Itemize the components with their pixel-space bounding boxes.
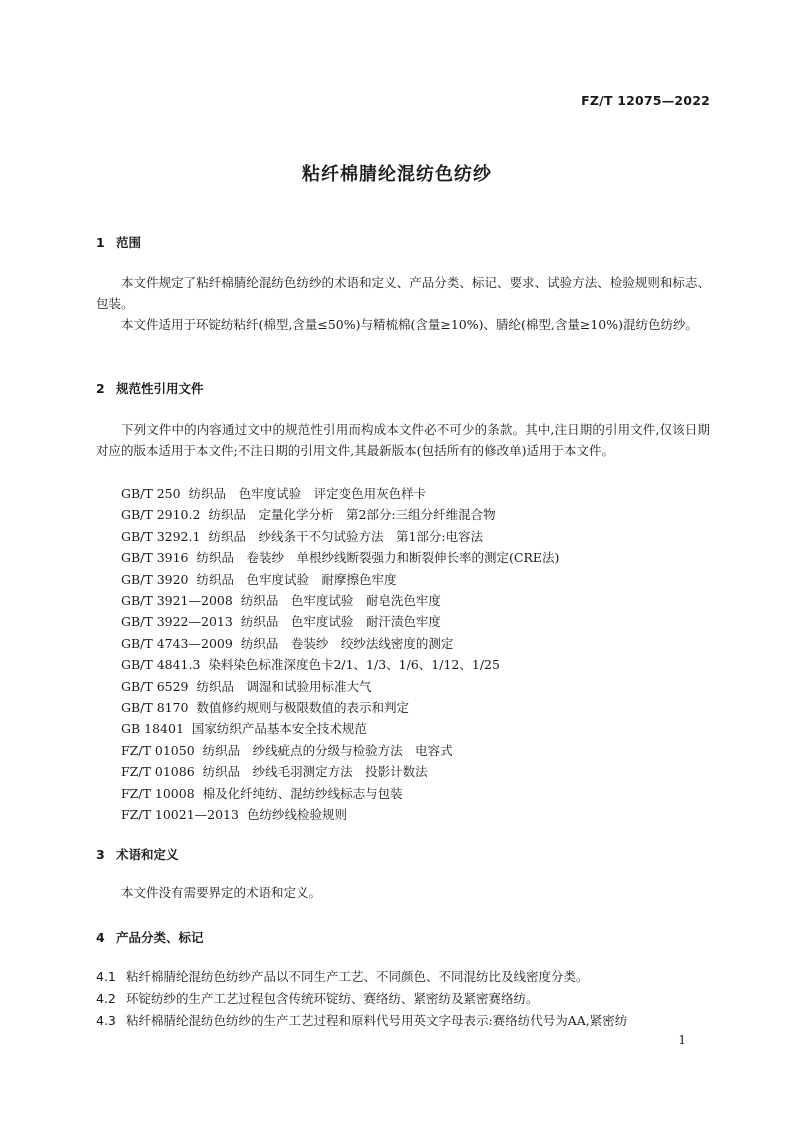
clause-number: 4.1 [96, 969, 116, 984]
reference-title: 数值修约规则与极限数值的表示和判定 [196, 700, 410, 716]
reference-code: FZ/T 10021—2013 [121, 807, 239, 823]
reference-item [121, 483, 559, 504]
reference-code: GB/T 2910.2 [121, 507, 201, 523]
section-number: 1 [96, 235, 105, 250]
reference-title: 纺织品 卷装纱 单根纱线断裂强力和断裂伸长率的测定(CRE法) [196, 550, 560, 566]
reference-title: 色纺纱线检验规则 [246, 807, 347, 823]
reference-code: FZ/T 10008 [121, 785, 195, 801]
section-number: 2 [96, 381, 105, 396]
reference-item [121, 761, 559, 782]
reference-item [121, 504, 559, 525]
section-1-heading [96, 233, 141, 251]
section-number: 3 [96, 847, 105, 862]
section-2-heading [96, 379, 204, 397]
paragraph: 本文件没有需要界定的术语和定义。 [121, 885, 322, 900]
reference-code: FZ/T 01086 [121, 764, 195, 780]
standard-code: FZ/T 12075—2022 [581, 93, 710, 108]
reference-title: 纺织品 纱线条干不匀试验方法 第1部分:电容法 [208, 528, 484, 544]
clause-text: 环锭纺纱的生产工艺过程包含传统环锭纺、赛络纺、紧密纺及紧密赛络纺。 [126, 991, 539, 1006]
reference-title: 纺织品 色牢度试验 耐皂洗色牢度 [240, 593, 441, 609]
clause-number: 4.2 [96, 991, 116, 1006]
reference-item [121, 676, 559, 697]
section-2-intro [96, 419, 710, 461]
reference-code: GB/T 4743—2009 [121, 635, 233, 651]
reference-code: GB/T 3916 [121, 550, 189, 566]
document-title: 粘纤棉腈纶混纺色纺纱 [302, 164, 492, 185]
reference-code: GB 18401 [121, 721, 184, 737]
reference-title: 纺织品 纱线疵点的分级与检验方法 电容式 [202, 742, 453, 758]
reference-item [121, 804, 559, 825]
section-title: 规范性引用文件 [116, 381, 204, 396]
clause-4-2 [96, 988, 710, 1009]
reference-item [121, 633, 559, 654]
reference-title: 纺织品 卷装纱 绞纱法线密度的测定 [240, 635, 454, 651]
section-1-body [96, 272, 710, 335]
reference-code: GB/T 3922—2013 [121, 614, 233, 630]
reference-title: 纺织品 色牢度试验 耐汗渍色牢度 [240, 614, 441, 630]
reference-item [121, 654, 559, 675]
reference-title: 纺织品 纱线毛羽测定方法 投影计数法 [202, 764, 428, 780]
reference-title: 棉及化纤纯纺、混纺纱线标志与包装 [202, 785, 403, 801]
paragraph: 本文件适用于环锭纺粘纤(棉型,含量≤50%)与精梳棉(含量≥10%)、腈纶(棉型,含量≥10%)混纺色纺纱。 [121, 317, 698, 332]
reference-item [121, 740, 559, 761]
reference-title: 纺织品 色牢度试验 评定变色用灰色样卡 [188, 486, 427, 501]
reference-title: 纺织品 调湿和试验用标准大气 [196, 678, 372, 694]
reference-item [121, 547, 559, 568]
normative-references-list [121, 483, 559, 826]
reference-code: GB/T 6529 [121, 678, 189, 694]
section-number: 4 [96, 930, 105, 945]
section-3-heading [96, 845, 179, 863]
reference-item [121, 611, 559, 632]
reference-code: GB/T 3920 [121, 571, 189, 587]
clause-4-1 [96, 966, 710, 987]
clause-4-3 [96, 1010, 710, 1031]
reference-code: GB/T 4841.3 [121, 657, 201, 673]
reference-code: FZ/T 01050 [121, 742, 195, 758]
reference-code: GB/T 8170 [121, 700, 189, 716]
reference-code: GB/T 3292.1 [121, 528, 201, 544]
clause-number: 4.3 [96, 1013, 116, 1028]
reference-item [121, 783, 559, 804]
clause-text: 粘纤棉腈纶混纺色纺纱产品以不同生产工艺、不同颜色、不同混纺比及线密度分类。 [126, 969, 589, 984]
reference-title: 国家纺织产品基本安全技术规范 [191, 721, 367, 737]
clause-text: 粘纤棉腈纶混纺色纺纱的生产工艺过程和原料代号用英文字母表示:赛络纺代号为AA,紧密纺 [126, 1013, 628, 1028]
paragraph: 下列文件中的内容通过文中的规范性引用而构成本文件必不可少的条款。其中,注日期的引用文件,仅该日期对应的版本适用于本文件;不注日期的引用文件,其最新版本(包括所有的修改单)适用于本文件。 [96, 422, 710, 458]
reference-code: GB/T 250 [121, 486, 181, 501]
section-title: 术语和定义 [116, 847, 179, 862]
section-title: 范围 [116, 235, 142, 250]
reference-title: 纺织品 定量化学分析 第2部分:三组分纤维混合物 [208, 507, 496, 523]
reference-item [121, 569, 559, 590]
reference-title: 染料染色标准深度色卡2/1、1/3、1/6、1/12、1/25 [208, 657, 500, 673]
page-number: 1 [678, 1033, 686, 1047]
paragraph: 本文件规定了粘纤棉腈纶混纺色纺纱的术语和定义、产品分类、标记、要求、试验方法、检验规则和标志、包装。 [96, 275, 710, 311]
reference-item [121, 697, 559, 718]
section-4-heading [96, 928, 204, 946]
reference-title: 纺织品 色牢度试验 耐摩擦色牢度 [196, 571, 397, 587]
reference-item [121, 526, 559, 547]
reference-item [121, 718, 559, 739]
reference-code: GB/T 3921—2008 [121, 593, 233, 609]
section-3-body [96, 882, 710, 903]
reference-item [121, 590, 559, 611]
section-title: 产品分类、标记 [116, 930, 204, 945]
